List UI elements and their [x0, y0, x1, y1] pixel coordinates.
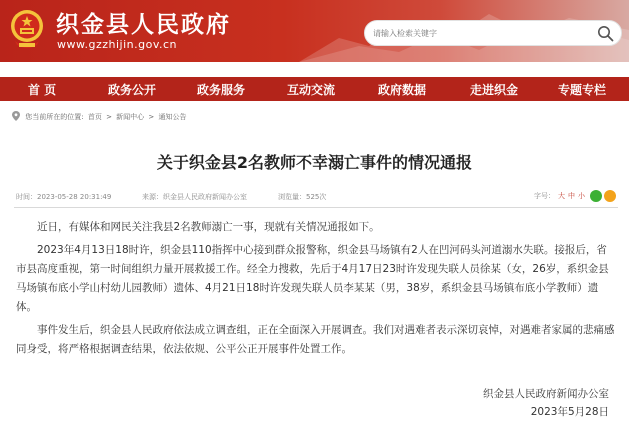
nav-item-services[interactable]: 政务服务	[197, 83, 246, 97]
wechat-share-icon[interactable]	[590, 190, 602, 202]
breadcrumb-separator: >	[148, 113, 155, 121]
breadcrumb-item-home[interactable]: 首页	[87, 113, 102, 121]
article-source: 来源：织金县人民政府新闻办公室	[142, 193, 247, 201]
breadcrumb-prefix: 您当前所在的位置:	[25, 113, 84, 121]
search-box	[364, 20, 622, 46]
site-url: www.gzzhijin.gov.cn	[57, 38, 177, 51]
view-count: 浏览量：525次	[278, 193, 327, 201]
font-size-small-button[interactable]: 小	[578, 192, 585, 200]
font-size-label: 字号：	[534, 192, 555, 200]
nav-item-interaction[interactable]: 互动交流	[287, 83, 336, 97]
publish-time: 时间：2023-05-28 20:31:49	[16, 193, 112, 201]
nav-item-about-zhijin[interactable]: 走进织金	[470, 83, 519, 97]
font-size-large-button[interactable]: 大	[558, 192, 565, 200]
weibo-share-icon[interactable]	[604, 190, 616, 202]
article-paragraph: 2023年4月13日18时许，织金县110指挥中心接到群众报警称，织金县马场镇有2人在凹河码头河道溺水失联。接报后，省市县高度重视，第一时间组织力量开展救援工作。经全力搜救，先后于4月17日23时许发现失联人员徐某（女，26岁，系织金县马场镇布底小学山村幼儿园教师）遗体、4月21日18时许发现失联人员李某某（男，38岁，系织金县马场镇布底小学教师）遗体。	[16, 244, 609, 313]
article-title: 关于织金县2名教师不幸溺亡事件的情况通报	[156, 153, 473, 172]
breadcrumb-item-notices[interactable]: 通知公告	[158, 113, 187, 121]
article-signoff	[483, 385, 609, 421]
article-tools	[534, 190, 616, 202]
article-paragraph: 近日，有媒体和网民关注我县2名教师溺亡一事，现就有关情况通报如下。	[37, 221, 380, 233]
article-meta	[16, 192, 616, 204]
nav-item-home[interactable]: 首 页	[28, 83, 57, 97]
search-input[interactable]	[373, 26, 593, 41]
signoff-org: 织金县人民政府新闻办公室	[483, 388, 609, 400]
article-body	[16, 218, 616, 363]
font-size-medium-button[interactable]: 中	[568, 192, 575, 200]
national-emblem-icon[interactable]	[9, 7, 45, 51]
site-header	[0, 0, 629, 62]
breadcrumb-separator: >	[106, 113, 112, 121]
meta-divider	[14, 207, 618, 208]
location-pin-icon	[12, 111, 20, 121]
search-icon[interactable]	[597, 25, 614, 42]
nav-item-government-data[interactable]: 政府数据	[378, 83, 427, 97]
nav-item-government-affairs[interactable]: 政务公开	[108, 83, 157, 97]
article-paragraph: 事件发生后，织金县人民政府依法成立调查组，正在全面深入开展调查。我们对遇难者表示深切哀悼，对遇难者家属的悲痛感同身受，将严格根据调查结果，依法依规、公平公正开展事件处置工作。	[16, 324, 615, 355]
breadcrumb	[12, 111, 189, 123]
site-title[interactable]: 织金县人民政府	[56, 12, 231, 38]
breadcrumb-item-news[interactable]: 新闻中心	[116, 113, 145, 121]
main-nav	[0, 77, 629, 101]
signoff-date: 2023年5月28日	[530, 406, 609, 418]
nav-item-special-topics[interactable]: 专题专栏	[558, 83, 607, 97]
